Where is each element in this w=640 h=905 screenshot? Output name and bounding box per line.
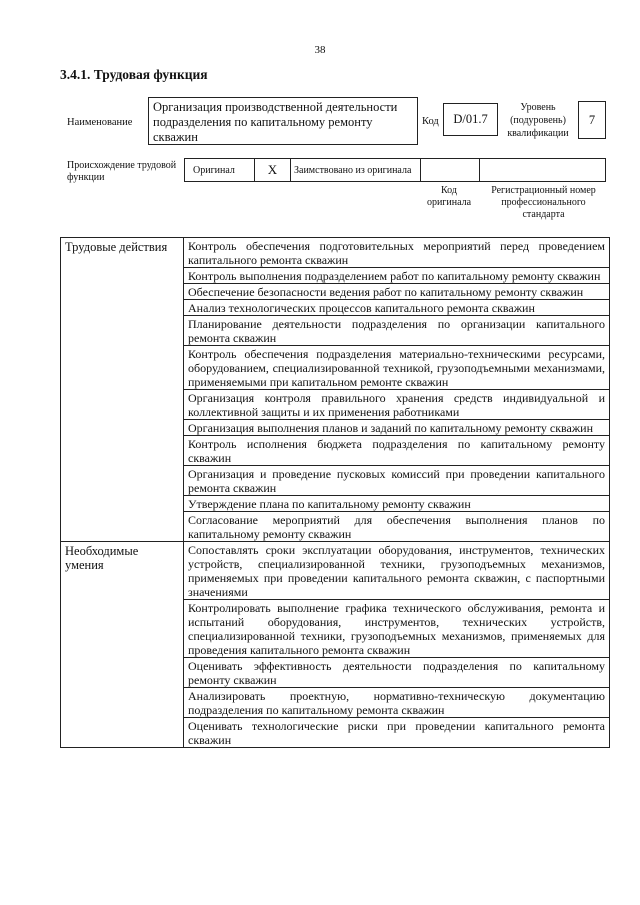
section-title: 3.4.1. Трудовая функция — [60, 67, 208, 82]
origin-row — [184, 158, 606, 182]
page-number: 38 — [314, 44, 326, 56]
original-mark: X — [255, 159, 291, 181]
function-name-box — [148, 97, 418, 145]
labor-action-item: Контроль обеспечения подразделения материально-техническими ресурсами, оборудованием, специализированной техникой, грузоподъемными механизмами, применяемыми при капитальном ремонте скважин — [184, 346, 610, 390]
level-value: 7 — [588, 112, 596, 127]
labor-action-item: Контроль выполнения подразделением работ по капитальному ремонту скважин — [184, 268, 610, 284]
borrowed-label: Заимствовано из оригинала — [291, 159, 421, 181]
code-label: Код — [422, 116, 439, 127]
skill-item: Оценивать технологические риски при проведении капитального ремонта скважин — [184, 718, 610, 748]
origin-label: Происхождение трудовой функции — [67, 160, 177, 183]
skill-row — [61, 542, 610, 600]
labor-action-item: Согласование мероприятий для обеспечения выполнения планов по капитальному ремонту скважин — [184, 512, 610, 542]
code-box — [443, 103, 498, 136]
function-name: Организация производственной деятельности подразделения по капитальному ремонту скважин — [153, 100, 398, 144]
labor-action-item: Анализ технологических процессов капитального ремонта скважин — [184, 300, 610, 316]
labor-action-item: Контроль обеспечения подготовительных мероприятий перед проведением капитального ремонта скважин — [184, 238, 610, 268]
labor-action-item: Организация контроля правильного хранения средств индивидуальной и коллективной защиты и их применения работниками — [184, 390, 610, 420]
level-box — [578, 101, 606, 139]
function-table — [60, 237, 610, 748]
skill-item: Сопоставлять сроки эксплуатации оборудования, инструментов, технических устройств, специализированной техники, грузоподъемных механизмов, применяемых при проведении капитального ремонта скважин, с паспортными значениями — [184, 542, 610, 600]
name-label: Наименование — [67, 117, 133, 128]
labor-action-row — [61, 238, 610, 268]
code-original-cell — [421, 159, 480, 181]
reg-number-label: Регистрационный номер профессионального стандарта — [491, 185, 596, 220]
reg-number-cell — [480, 159, 605, 181]
level-label: Уровень (подуровень) квалификации — [507, 102, 569, 139]
labor-action-item: Организация и проведение пусковых комиссий при проведении капитального ремонта скважин — [184, 466, 610, 496]
skill-item: Анализировать проектную, нормативно-техническую документацию подразделения по капитальному ремонта скважин — [184, 688, 610, 718]
skill-item: Оценивать эффективность деятельности подразделения по капитальному ремонту скважин — [184, 658, 610, 688]
labor-action-item: Утверждение плана по капитальному ремонту скважин — [184, 496, 610, 512]
code-value: D/01.7 — [453, 112, 488, 126]
labor-action-item: Обеспечение безопасности ведения работ по капитальному ремонту скважин — [184, 284, 610, 300]
labor-action-item: Организация выполнения планов и заданий по капитальному ремонту скважин — [184, 420, 610, 436]
skill-category: Необходимые умения — [61, 542, 184, 748]
labor-action-item: Планирование деятельности подразделения по организации капитального ремонта скважин — [184, 316, 610, 346]
skill-item: Контролировать выполнение графика технического обслуживания, ремонта и испытаний оборудования, инструментов, технических устройств, специализированной техники, грузоподъемных механизмов, применяемых для проведения капитального ремонта скважин — [184, 600, 610, 658]
original-label: Оригинал — [185, 159, 255, 181]
labor-action-item: Контроль исполнения бюджета подразделения по капитальному ремонту скважин — [184, 436, 610, 466]
labor-action-category: Трудовые действия — [61, 238, 184, 542]
code-original-label: Код оригинала — [426, 185, 472, 208]
